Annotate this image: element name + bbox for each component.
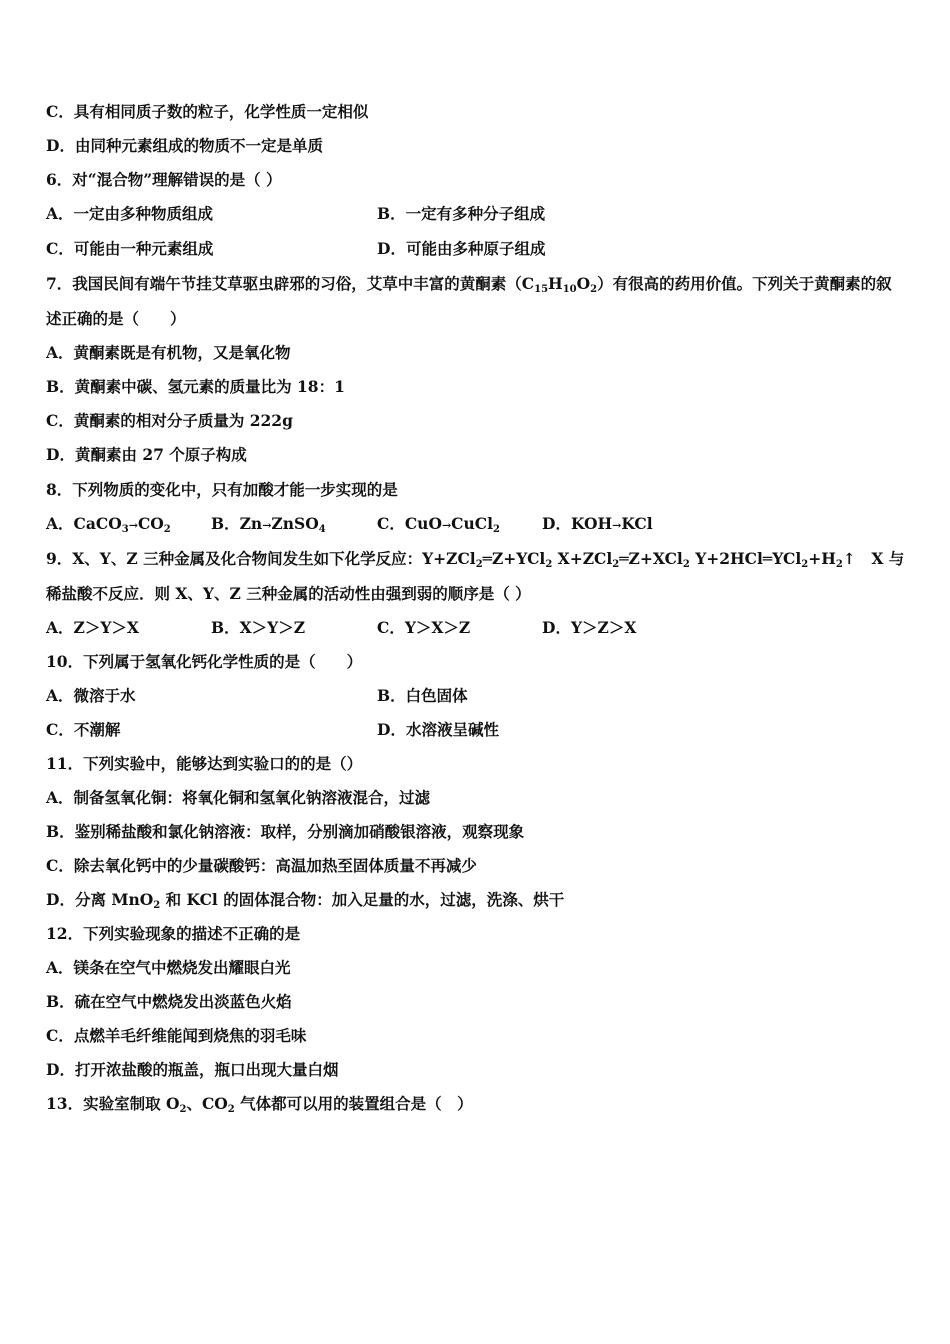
q8-option-d [542, 513, 653, 537]
q12-stem: 12．下列实验现象的描述不正确的是 [46, 924, 301, 943]
q7-option-c: C．黄酮素的相对分子质量为 222g [46, 411, 293, 430]
q7-stem-pre: 7．我国民间有端午节挂艾草驱虫辟邪的习俗，艾草中丰富的黄酮素（C [46, 274, 535, 293]
q8-stem: 8．下列物质的变化中，只有加酸才能一步实现的是 [46, 480, 398, 499]
q9-option-c: C．Y＞X＞Z [377, 618, 471, 637]
q9-part6: +H [808, 549, 836, 568]
q10-option-d: D．水溶液呈碱性 [377, 720, 499, 739]
q9-stem [46, 541, 906, 611]
q9-sub6: 2 [835, 559, 843, 570]
q12-option-d: D．打开浓盐酸的瓶盖，瓶口出现大量白烟 [46, 1060, 339, 1079]
q8-c-reactant: CuO [404, 514, 442, 533]
q11-option-c: C．除去氧化钙中的少量碳酸钙：高温加热至固体质量不再减少 [46, 856, 477, 875]
q7-sub-10: 10 [562, 284, 577, 295]
q8-b-reactant: Zn [239, 514, 263, 533]
q11-option-a: A．制备氢氧化铜：将氧化铜和氢氧化钠溶液混合，过滤 [46, 788, 431, 807]
q8-a-label: A． [46, 514, 74, 533]
q9-sub2: 2 [545, 559, 553, 570]
q11-d-sub: 2 [153, 900, 161, 911]
q9-sub1: 2 [475, 559, 483, 570]
q9-option-a: A．Z＞Y＞X [46, 618, 139, 637]
q7-sub-2: 2 [590, 284, 598, 295]
q13-sub2: 2 [227, 1104, 235, 1115]
q5-option-c: C．具有相同质子数的粒子，化学性质一定相似 [46, 102, 369, 121]
q6-option-c: C．可能由一种元素组成 [46, 239, 214, 258]
q10-stem: 10．下列属于氢氧化钙化学性质的是（ ） [46, 652, 363, 671]
q9-part4: ═Z+XCl [619, 549, 683, 568]
q8-c-label: C． [377, 514, 405, 533]
q12-option-a: A．镁条在空气中燃烧发出耀眼白光 [46, 958, 291, 977]
q11-d-post: 和 KCl 的固体混合物：加入足量的水，过滤，洗涤、烘干 [160, 890, 565, 909]
q7-stem-post: ）有很高的药用价值。下列关于黄酮素的叙述正确的是（ ） [46, 274, 892, 328]
q13-mid: 、CO [186, 1094, 228, 1113]
q9-sub4: 2 [682, 559, 690, 570]
q10-option-a: A．微溶于水 [46, 686, 136, 705]
q8-b-sub1: 4 [318, 524, 326, 535]
q7-sub-15: 15 [534, 284, 549, 295]
q9-option-b: B．X＞Y＞Z [211, 618, 306, 637]
q9-part7: ↑ X 与稀盐酸不反应．则 X、Y、Z 三种金属的活动性由强到弱的顺序是（ ） [46, 549, 905, 603]
q9-sub5: 2 [801, 559, 809, 570]
q5-option-d: D．由同种元素组成的物质不一定是单质 [46, 136, 323, 155]
q7-option-a: A．黄酮素既是有机物，又是氧化物 [46, 343, 291, 362]
q6-option-a: A．一定由多种物质组成 [46, 204, 214, 223]
q6-stem: 6．对“混合物”理解错误的是（ ） [46, 170, 282, 189]
q8-a-arrow: → [128, 519, 138, 532]
q9-option-d: D．Y＞Z＞X [542, 618, 637, 637]
q7-option-d: D．黄酮素由 27 个原子构成 [46, 445, 247, 464]
q10-option-b: B．白色固体 [377, 686, 468, 705]
q8-d-reactant: KOH [570, 514, 613, 533]
q7-stem [46, 266, 906, 336]
q8-d-arrow: → [612, 519, 622, 532]
q7-h: H [548, 274, 563, 293]
q8-option-b [211, 513, 326, 537]
q9-sub3: 2 [612, 559, 620, 570]
q8-c-arrow: → [441, 519, 452, 532]
q8-d-product: KCl [621, 514, 653, 533]
q8-b-arrow: → [262, 519, 272, 532]
q8-b-product: ZnSO [271, 514, 319, 533]
q11-stem: 11．下列实验中，能够达到实验口的的是（） [46, 754, 363, 773]
q8-a-sub2: 2 [163, 524, 171, 535]
q8-option-c [377, 513, 500, 537]
q8-c-sub1: 2 [493, 524, 500, 535]
q8-a-sub1: 3 [121, 524, 129, 535]
q13-pre: 13．实验室制取 O [46, 1094, 180, 1113]
q6-option-d: D．可能由多种原子组成 [377, 239, 546, 258]
q12-option-b: B．硫在空气中燃烧发出淡蓝色火焰 [46, 992, 292, 1011]
q12-option-c: C．点燃羊毛纤维能闻到烧焦的羽毛味 [46, 1026, 307, 1045]
q8-d-label: D． [542, 514, 571, 533]
q13-post: 气体都可以用的装置组合是（ ） [234, 1094, 473, 1113]
q8-c-product: CuCl [451, 514, 494, 533]
q7-o: O [576, 274, 591, 293]
q6-option-b: B．一定有多种分子组成 [377, 204, 546, 223]
q11-d-pre: D．分离 MnO [46, 890, 154, 909]
q9-part3: X+ZCl [552, 549, 613, 568]
q9-part5: Y+2HCl═YCl [689, 549, 802, 568]
q11-option-b: B．鉴别稀盐酸和氯化钠溶液：取样，分别滴加硝酸银溶液，观察现象 [46, 822, 525, 841]
q13-sub1: 2 [179, 1104, 187, 1115]
q13-stem [46, 1093, 906, 1115]
q9-part1: 9．X、Y、Z 三种金属及化合物间发生如下化学反应：Y+ZCl [46, 549, 476, 568]
q10-option-c: C．不潮解 [46, 720, 121, 739]
q8-a-product: CO [137, 514, 164, 533]
q8-a-reactant: CaCO [73, 514, 122, 533]
q8-option-a [46, 513, 171, 537]
q9-part2: ═Z+YCl [482, 549, 546, 568]
q8-b-label: B． [211, 514, 240, 533]
q11-option-d [46, 889, 906, 911]
q7-option-b: B．黄酮素中碳、氢元素的质量比为 18：1 [46, 377, 345, 396]
